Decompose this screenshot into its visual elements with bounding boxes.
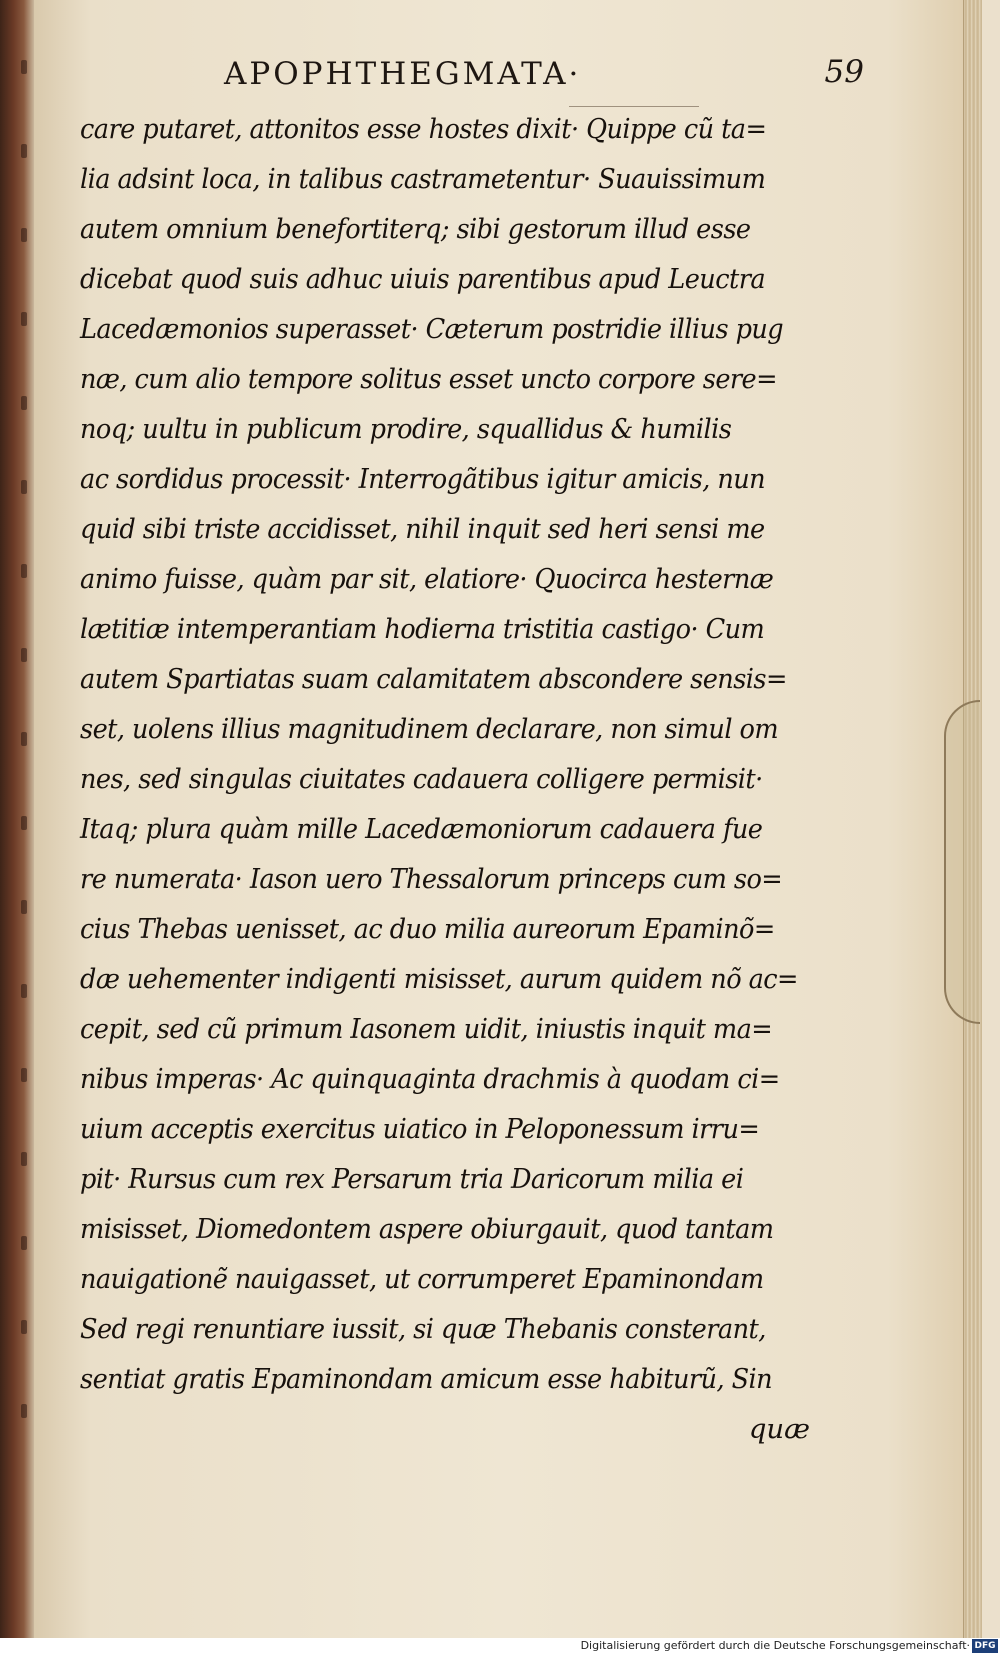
- text-line: sentiat gratis Epaminondam amicum esse habiturũ, Sin: [80, 1363, 773, 1395]
- funding-credit: Digitalisierung gefördert durch die Deutsche Forschungsgemeinschaft·: [580, 1639, 970, 1652]
- book-binding: [0, 0, 34, 1638]
- text-line: dicebat quod suis adhuc uiuis parentibus apud Leuctra: [80, 263, 766, 295]
- text-line: nes, sed singulas ciuitates cadauera colligere permisit·: [80, 763, 763, 795]
- text-line: lætitiæ intemperantiam hodierna tristitia castigo· Cum: [80, 613, 765, 645]
- footer-bar: [0, 1638, 1000, 1655]
- text-line: nauigationẽ nauigasset, ut corrumperet Epaminondam: [80, 1263, 764, 1295]
- text-line: cepit, sed cũ primum Iasonem uidit, iniustis inquit ma=: [80, 1013, 773, 1045]
- text-line: Itaq; plura quàm mille Lacedæmoniorum cadauera fue: [80, 813, 763, 845]
- text-line: noq; uultu in publicum prodire, squallidus & humilis: [80, 413, 732, 445]
- text-line: cius Thebas uenisset, ac duo milia aureorum Epaminõ=: [80, 913, 775, 945]
- text-block: [80, 104, 850, 1454]
- catchword: quæ: [748, 1413, 810, 1445]
- text-line: re numerata· Iason uero Thessalorum princeps cum so=: [80, 863, 783, 895]
- text-line: autem Spartiatas suam calamitatem abscondere sensis=: [80, 663, 787, 695]
- page-clip: [944, 700, 980, 1024]
- text-line: lia adsint loca, in talibus castrametentur· Suauissimum: [80, 163, 766, 195]
- binding-stitches: [18, 60, 30, 1460]
- text-line: næ, cum alio tempore solitus esset uncto corpore sere=: [80, 363, 778, 395]
- page-surface: [34, 0, 982, 1638]
- text-line: dæ uehementer indigenti misisset, aurum quidem nõ ac=: [80, 963, 798, 995]
- text-line: uium acceptis exercitus uiatico in Peloponessum irru=: [80, 1113, 760, 1145]
- text-line: animo fuisse, quàm par sit, elatiore· Quocirca hesternæ: [80, 563, 774, 595]
- text-line: pit· Rursus cum rex Persarum tria Daricorum milia ei: [80, 1163, 744, 1195]
- text-line: nibus imperas· Ac quinquaginta drachmis à quodam ci=: [80, 1063, 780, 1095]
- text-line: autem omnium benefortiterq; sibi gestorum illud esse: [80, 213, 751, 245]
- text-line: set, uolens illius magnitudinem declarare, non simul om: [80, 713, 779, 745]
- text-line: Lacedæmonios superasset· Cæterum postridie illius pug: [80, 313, 784, 345]
- page-header: [224, 56, 864, 100]
- running-head: APOPHTHEGMATA·: [224, 56, 582, 92]
- text-line: quid sibi triste accidisset, nihil inquit sed heri sensi me: [80, 513, 765, 545]
- text-line: misisset, Diomedontem aspere obiurgauit, quod tantam: [80, 1213, 774, 1245]
- text-line: care putaret, attonitos esse hostes dixit· Quippe cũ ta=: [80, 113, 767, 145]
- text-line: Sed regi renuntiare iussit, si quæ Thebanis consterant,: [80, 1313, 766, 1345]
- text-line: ac sordidus processit· Interrogãtibus igitur amicis, nun: [80, 463, 766, 495]
- dfg-logo-icon: DFG: [972, 1639, 998, 1653]
- page-number: 59: [824, 54, 864, 90]
